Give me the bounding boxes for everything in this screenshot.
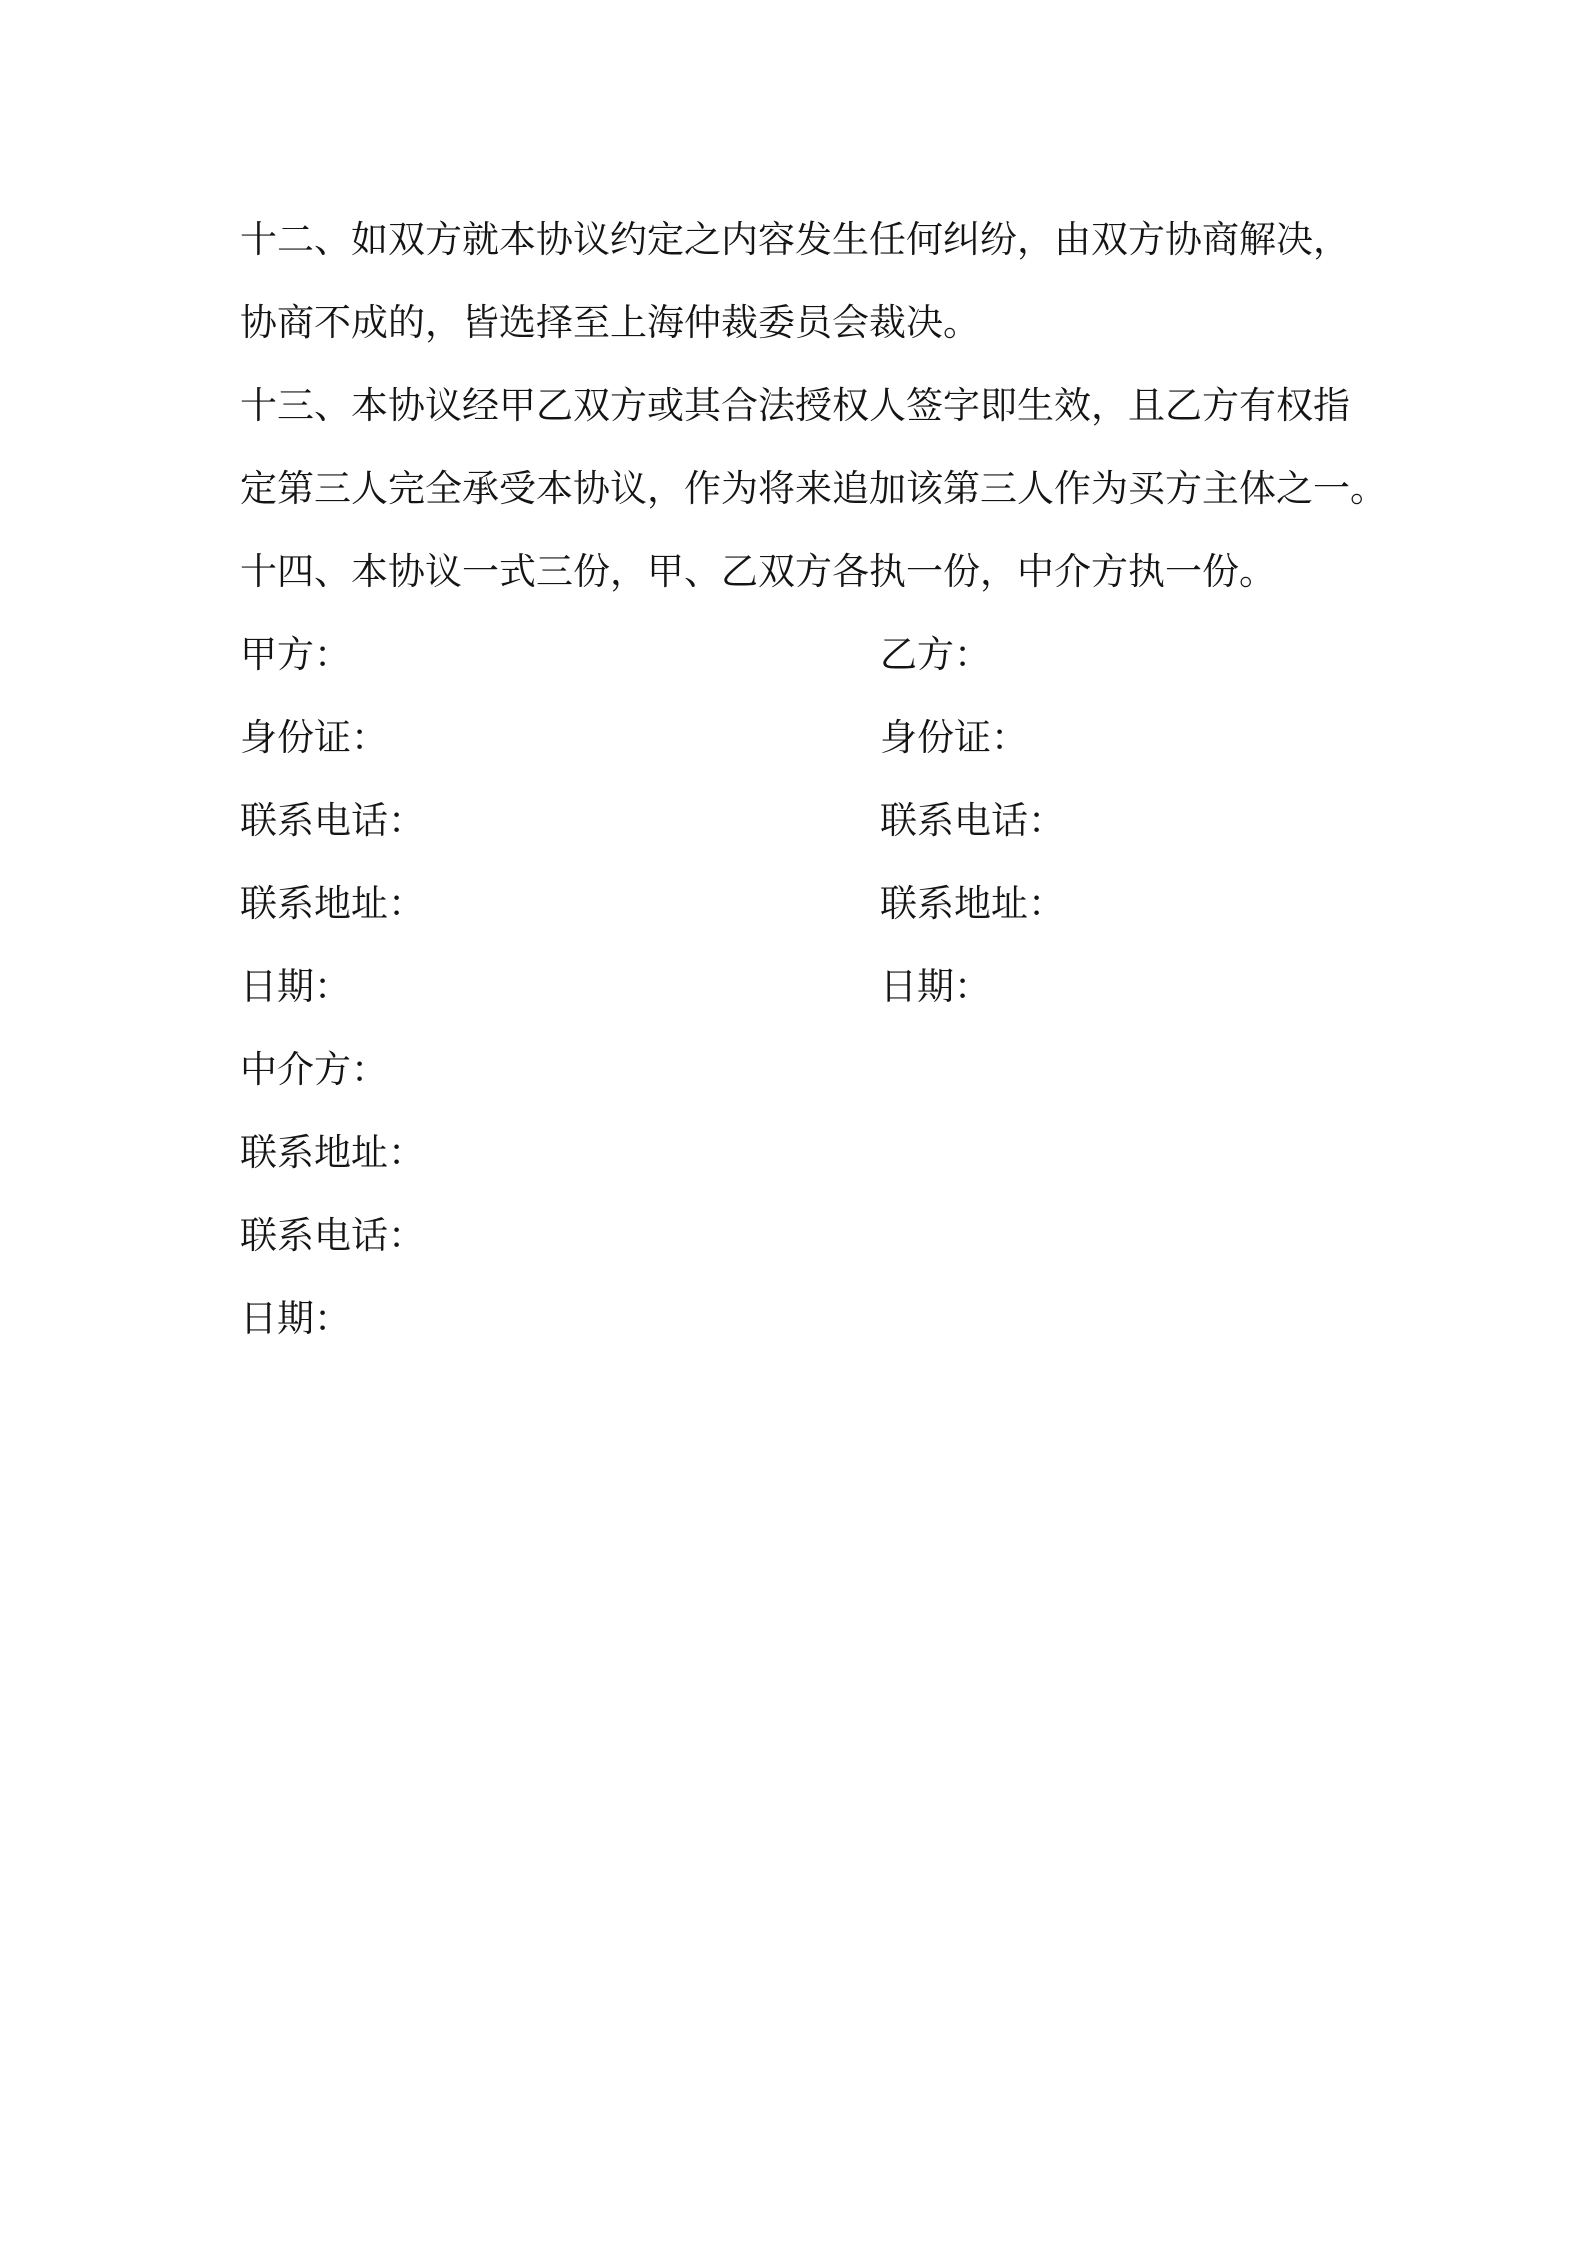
party-a-name-label: 甲方：: [240, 633, 351, 676]
signature-row-address: [240, 862, 1380, 945]
clause-13-line-1: 十三、本协议经甲乙双方或其合法授权人签字即生效，且乙方有权指: [240, 384, 1350, 427]
party-b-phone-label: 联系电话：: [880, 799, 1065, 842]
clause-12-line-1: 十二、如双方就本协议约定之内容发生任何纠纷，由双方协商解决，: [240, 218, 1350, 261]
party-b-address-label: 联系地址：: [880, 882, 1065, 925]
agreement-body: [240, 198, 1387, 1360]
party-a-phone-label: 联系电话：: [240, 799, 425, 842]
signature-row-phone: [240, 779, 1380, 862]
signature-row-id: [240, 696, 1380, 779]
agent-name-label: 中介方：: [240, 1048, 388, 1091]
clause-13-line-2: 定第三人完全承受本协议，作为将来追加该第三人作为买方主体之一。: [240, 467, 1387, 510]
signature-row-date: [240, 945, 1380, 1028]
signature-row-name: [240, 613, 1380, 696]
party-b-date-label: 日期：: [880, 965, 991, 1008]
party-b-name-label: 乙方：: [880, 633, 991, 676]
agent-address-label: 联系地址：: [240, 1131, 425, 1174]
clause-12-line-2: 协商不成的，皆选择至上海仲裁委员会裁决。: [240, 301, 980, 344]
agent-date-label: 日期：: [240, 1297, 351, 1340]
party-a-address-label: 联系地址：: [240, 882, 425, 925]
clause-14-line-1: 十四、本协议一式三份，甲、乙双方各执一份，中介方执一份。: [240, 550, 1276, 593]
party-a-date-label: 日期：: [240, 965, 351, 1008]
party-b-id-label: 身份证：: [880, 716, 1028, 759]
party-a-id-label: 身份证：: [240, 716, 388, 759]
agent-phone-label: 联系电话：: [240, 1214, 425, 1257]
